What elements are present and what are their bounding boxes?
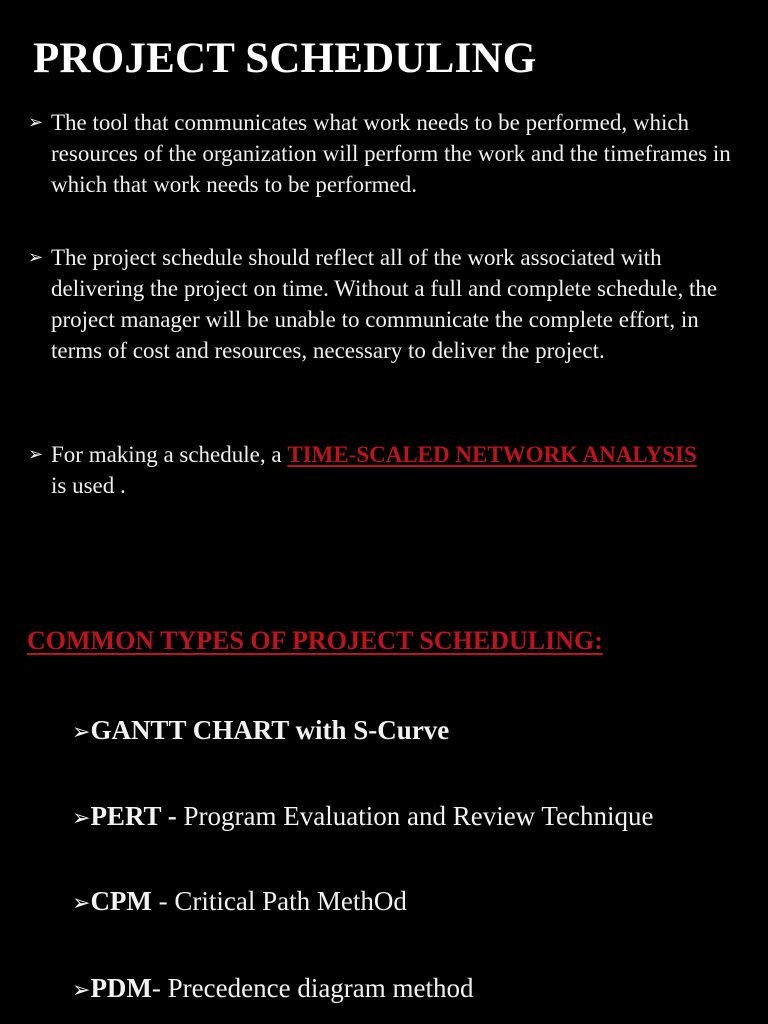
bullet-text <box>51 439 744 501</box>
type-item-cpm <box>72 884 407 921</box>
arrow-bullet-icon: ➢ <box>28 112 44 133</box>
type-name: PERT - <box>90 801 184 831</box>
arrow-bullet-icon: ➢ <box>28 247 44 268</box>
type-item-pert <box>72 799 654 836</box>
type-item-gantt <box>72 713 449 750</box>
arrow-bullet-icon: ➢ <box>72 806 91 831</box>
bullet-text-suffix: is used . <box>51 473 126 498</box>
arrow-bullet-icon: ➢ <box>28 444 44 465</box>
bullet-text: The project schedule should reflect all of the work associated with delivering the project on time. Without a full and complete schedule, the project manager will be unable to communicate the complete effort, in terms of cost and resources, necessary to deliver the project. <box>51 245 718 363</box>
type-description: - Precedence diagram method <box>151 973 474 1003</box>
type-description: Program Evaluation and Review Technique <box>183 801 654 831</box>
arrow-bullet-icon: ➢ <box>72 978 91 1003</box>
section-heading-common-types[interactable]: COMMON TYPES OF PROJECT SCHEDULING: <box>27 626 603 655</box>
bullet-text: The tool that communicates what work needs to be performed, which resources of the organization will perform the work and the timeframes in which that work needs to be performed. <box>51 110 731 197</box>
slide-title: PROJECT SCHEDULING <box>33 35 537 82</box>
type-description: - Critical Path MethOd <box>151 886 407 916</box>
type-item-pdm <box>72 971 474 1008</box>
arrow-bullet-icon: ➢ <box>72 720 91 745</box>
bullet-item-network-analysis <box>28 439 744 501</box>
type-name: PDM <box>90 973 152 1003</box>
bullet-text-prefix: For making a schedule, a <box>51 442 288 467</box>
type-name: GANTT CHART with S-Curve <box>90 715 450 745</box>
bullet-item-tool-definition <box>28 107 744 200</box>
highlight-link-time-scaled-network-analysis[interactable]: TIME-SCALED NETWORK ANALYSIS <box>287 442 697 467</box>
type-name: CPM <box>90 886 152 916</box>
bullet-item-schedule-scope <box>28 242 744 366</box>
arrow-bullet-icon: ➢ <box>72 891 91 916</box>
